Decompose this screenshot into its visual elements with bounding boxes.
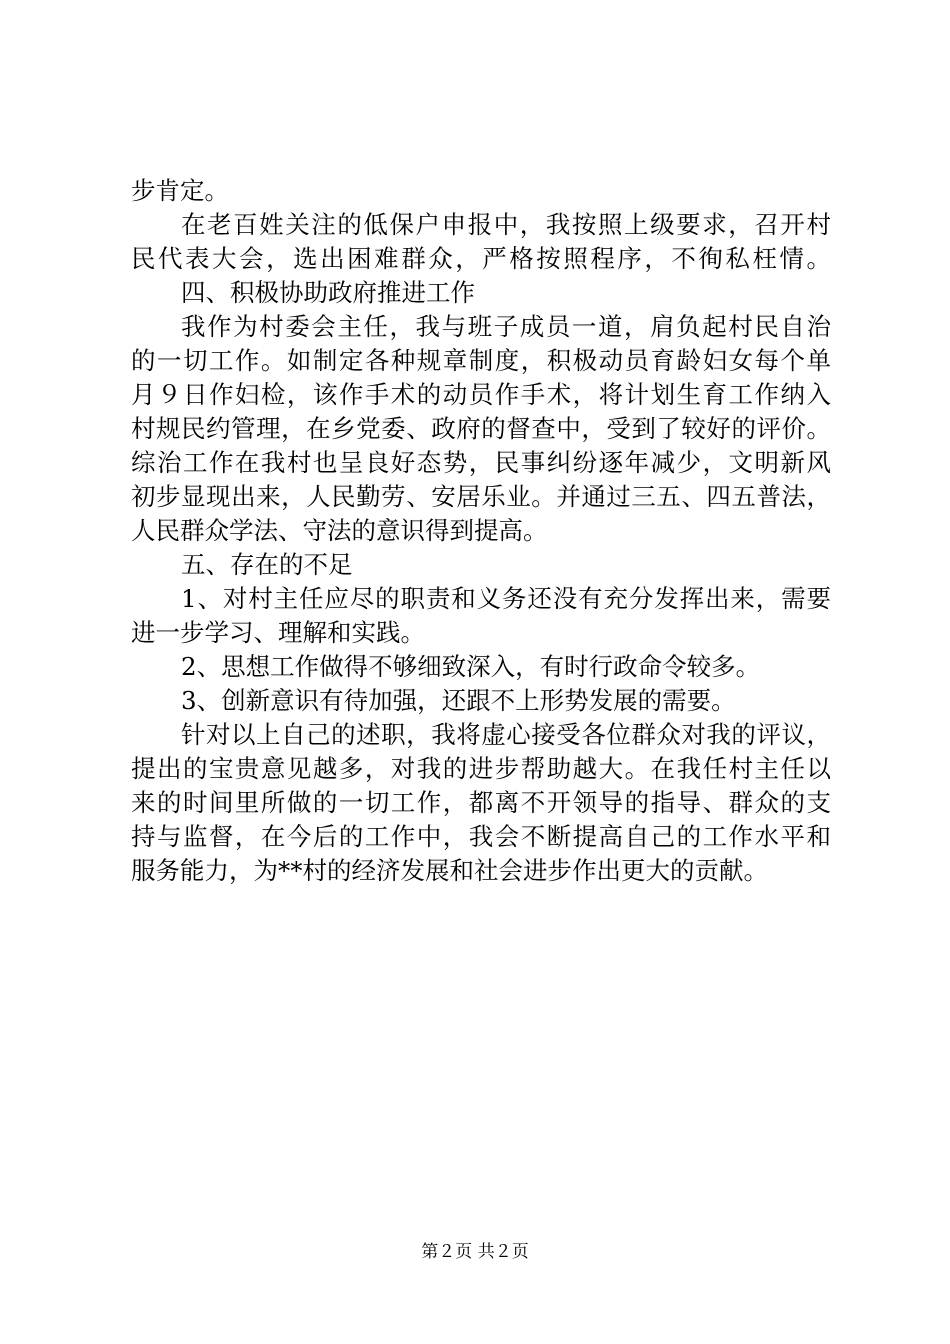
document-body xyxy=(131,174,831,888)
section-heading: 四、积极协助政府推进工作 xyxy=(181,278,475,307)
text-line: 初步显现出来，人民勤劳、安居乐业。并通过三五、四五普法， xyxy=(131,482,831,511)
text-line: 服务能力，为**村的经济发展和社会进步作出更大的贡献。 xyxy=(131,856,768,885)
text-line: 3、创新意识有待加强，还跟不上形势发展的需要。 xyxy=(181,686,736,715)
page-footer: 第２页 共２页 xyxy=(421,1242,529,1262)
text-line: 人民群众学法、守法的意识得到提高。 xyxy=(131,516,548,545)
text-line: 步肯定。 xyxy=(131,176,229,205)
text-line: 在老百姓关注的低保户申报中，我按照上级要求，召开村 xyxy=(181,210,831,239)
text-line: 的一切工作。如制定各种规章制度，积极动员育龄妇女每个单 xyxy=(131,346,831,375)
text-line: 持与监督，在今后的工作中，我会不断提高自己的工作水平和 xyxy=(131,822,831,851)
section-heading: 五、存在的不足 xyxy=(181,550,353,579)
text-line: 民代表大会，选出困难群众，严格按照程序，不徇私枉情。 xyxy=(131,244,831,273)
text-line: 针对以上自己的述职，我将虚心接受各位群众对我的评议， xyxy=(181,720,831,749)
text-line: 村规民约管理，在乡党委、政府的督查中，受到了较好的评价。 xyxy=(131,414,831,443)
text-line: 2、思想工作做得不够细致深入，有时行政命令较多。 xyxy=(181,652,761,681)
text-line: 月９日作妇检，该作手术的动员作手术，将计划生育工作纳入 xyxy=(131,380,831,409)
text-line: 我作为村委会主任，我与班子成员一道，肩负起村民自治 xyxy=(181,312,831,341)
text-line: 提出的宝贵意见越多，对我的进步帮助越大。在我任村主任以 xyxy=(131,754,831,783)
text-line: 来的时间里所做的一切工作，都离不开领导的指导、群众的支 xyxy=(131,788,831,817)
text-line: 进一步学习、理解和实践。 xyxy=(131,618,425,647)
text-line: 综治工作在我村也呈良好态势，民事纠纷逐年减少，文明新风 xyxy=(131,448,831,477)
text-line: 1、对村主任应尽的职责和义务还没有充分发挥出来，需要 xyxy=(181,584,831,613)
